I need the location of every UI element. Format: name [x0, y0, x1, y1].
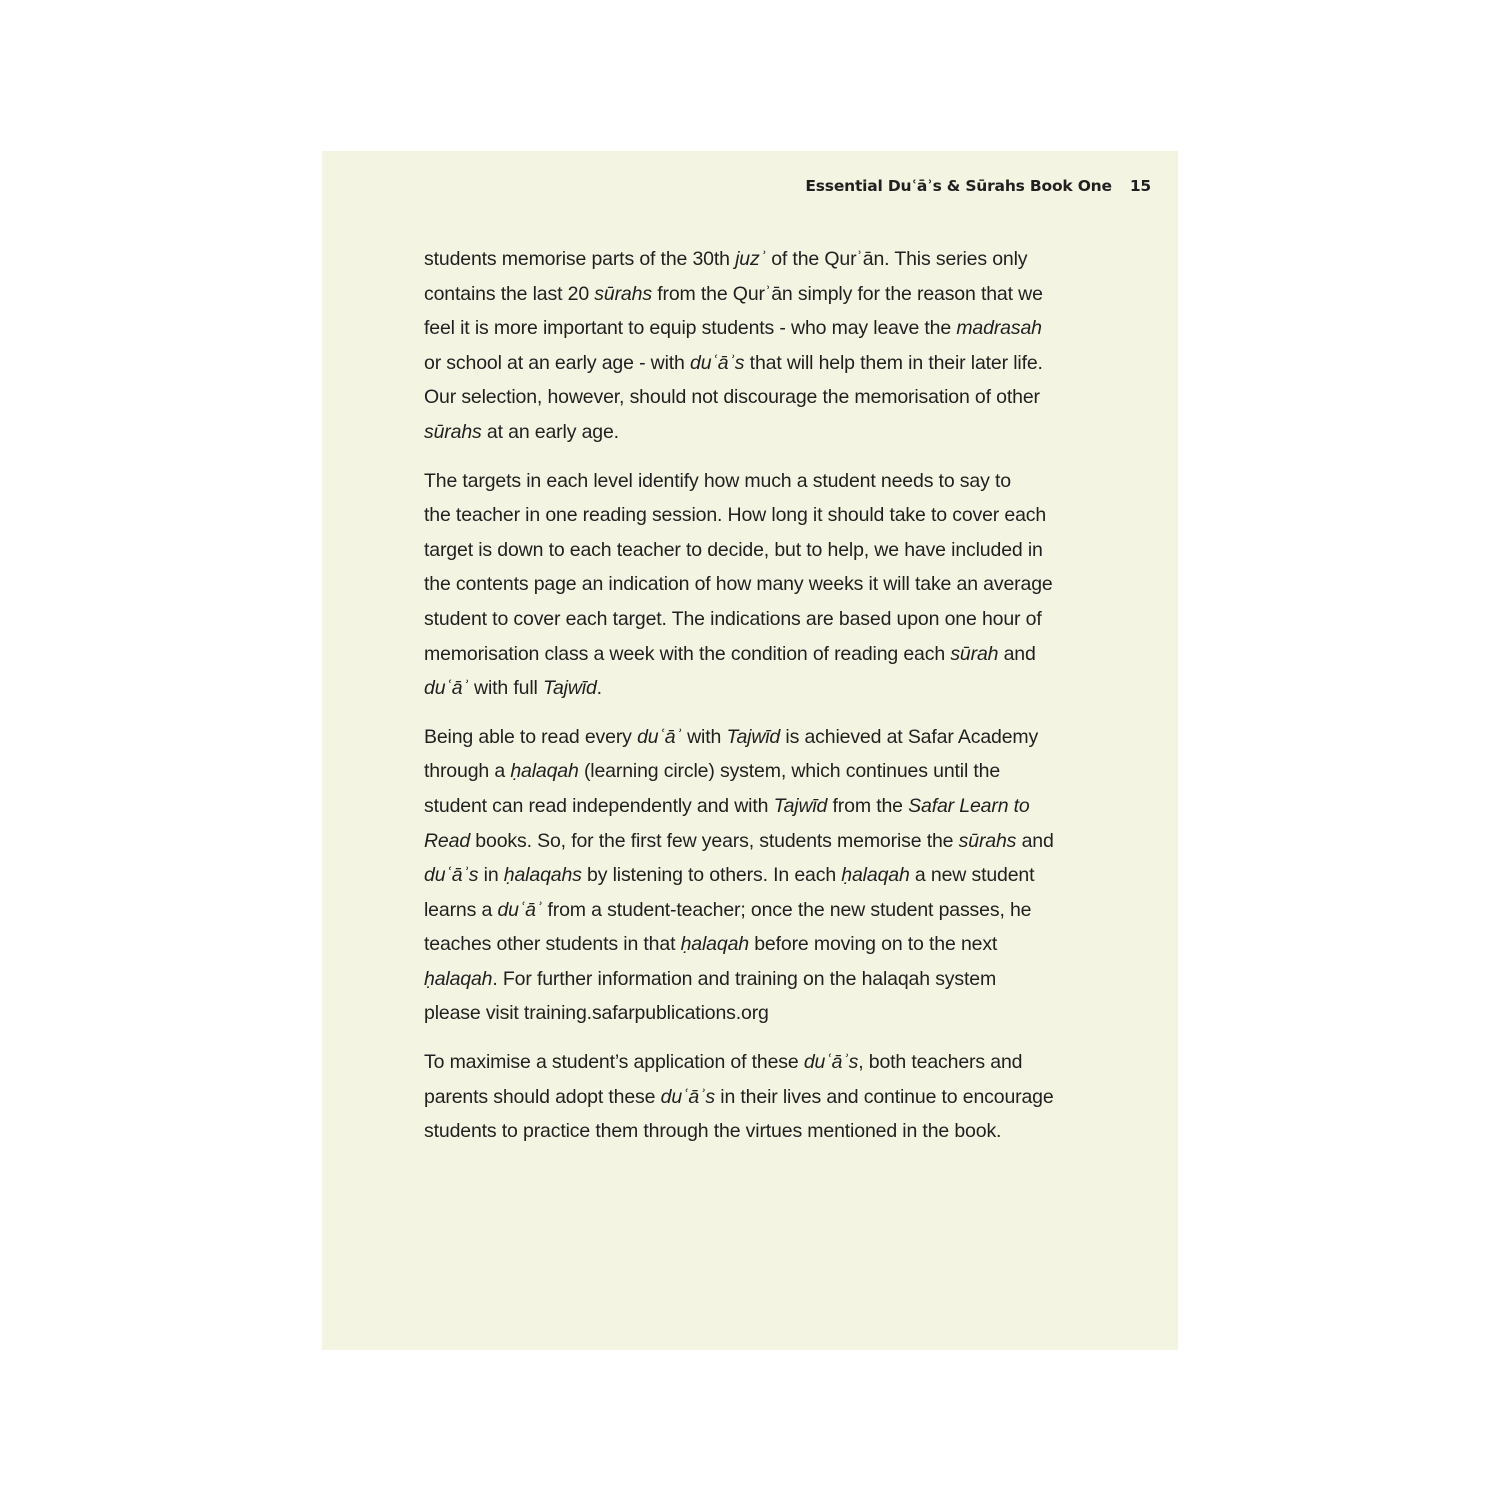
text-run: that will help them in their later life.: [744, 351, 1043, 374]
text-line: [424, 824, 1089, 859]
text-run: from a student-teacher; once the new student passes, he: [542, 898, 1032, 921]
book-title: Essential Duʿāʾs & Sūrahs Book One: [805, 177, 1112, 195]
text-run: .: [596, 677, 602, 700]
italic-term: Tajwīd: [773, 794, 828, 817]
italic-term: ḥalaqah: [424, 967, 493, 990]
text-line: [424, 464, 1089, 499]
text-line: [424, 637, 1089, 672]
text-line: [424, 1114, 1089, 1149]
italic-term: Tajwīd: [726, 725, 781, 748]
italic-term: duʿāʾ: [497, 898, 543, 921]
text-run: from the: [827, 794, 909, 817]
text-run: Being able to read every: [424, 725, 638, 748]
italic-term: sūrahs: [958, 829, 1017, 852]
italic-term: Tajwīd: [543, 677, 597, 700]
paragraph: [424, 464, 1089, 706]
text-run: student to cover each target. The indications are based upon one hour of: [424, 607, 1042, 630]
text-run: teaches other students in that: [424, 933, 681, 956]
text-run: student can read independently and with: [424, 794, 774, 817]
text-run: the teacher in one reading session. How long it should take to cover each: [424, 504, 1047, 527]
italic-term: madrasah: [956, 317, 1042, 340]
text-run: target is down to each teacher to decide, but to help, we have included in: [424, 538, 1043, 561]
text-run: students memorise parts of the 30th: [424, 248, 736, 270]
text-line: [424, 602, 1089, 637]
italic-term: Safar Learn to: [908, 794, 1030, 817]
text-run: before moving on to the next: [748, 933, 998, 956]
italic-term: duʿāʾs: [424, 864, 479, 887]
text-run: and: [1016, 829, 1054, 852]
text-run: by listening to others. In each: [581, 864, 842, 887]
text-run: and: [998, 642, 1036, 665]
italic-term: ḥalaqah: [510, 760, 579, 783]
text-run: of the Qurʾān. This series only: [765, 248, 1028, 270]
text-line: [424, 498, 1089, 533]
italic-term: juzʾ: [735, 248, 766, 270]
text-line: [424, 242, 1089, 277]
paragraph: [424, 1045, 1089, 1149]
text-line: [424, 311, 1089, 346]
text-run: with full: [468, 677, 543, 700]
text-run: memorisation class a week with the condition of reading each: [424, 642, 951, 665]
text-line: [424, 533, 1089, 568]
text-run: from the Qurʾān simply for the reason that we: [651, 282, 1043, 305]
text-run: , both teachers and: [858, 1051, 1023, 1074]
text-run: parents should adopt these: [424, 1085, 661, 1108]
text-line: [424, 858, 1089, 893]
text-line: [424, 567, 1089, 602]
italic-term: duʿāʾ: [637, 725, 682, 748]
text-line: [424, 380, 1089, 415]
text-line: [424, 720, 1089, 755]
text-line: [424, 789, 1089, 824]
paragraph: [424, 242, 1089, 450]
page-number: 15: [1129, 177, 1151, 195]
text-run: at an early age.: [481, 420, 619, 443]
text-run: is achieved at Safar Academy: [780, 725, 1039, 748]
italic-term: duʿāʾs: [690, 351, 745, 374]
text-line: [424, 277, 1089, 312]
italic-term: ḥalaqah: [841, 864, 910, 887]
text-run: (learning circle) system, which continues until the: [578, 760, 1001, 783]
text-run: contains the last 20: [424, 282, 595, 305]
text-run: through a: [424, 760, 511, 783]
italic-term: duʿāʾs: [803, 1051, 859, 1074]
text-line: [424, 962, 1089, 997]
text-line: [424, 996, 1089, 1031]
italic-term: duʿāʾ: [424, 677, 469, 700]
text-line: [424, 671, 1089, 706]
text-line: [424, 754, 1089, 789]
text-line: [424, 415, 1089, 450]
text-run: or school at an early age - with: [424, 351, 691, 374]
text-line: [424, 1045, 1089, 1080]
text-line: [424, 1080, 1089, 1115]
italic-term: Read: [424, 829, 471, 852]
text-run: students to practice them through the virtues mentioned in the book.: [424, 1120, 1002, 1143]
text-run: learns a: [424, 898, 498, 921]
text-run: . For further information and training on the halaqah system: [492, 967, 997, 990]
text-run: please visit training.safarpublications.org: [424, 1002, 769, 1025]
italic-term: sūrah: [950, 642, 999, 665]
book-page: [322, 151, 1178, 1350]
text-line: [424, 893, 1089, 928]
italic-term: duʿāʾs: [660, 1085, 715, 1108]
text-run: feel it is more important to equip students - who may leave the: [424, 317, 957, 340]
text-run: the contents page an indication of how many weeks it will take an average: [424, 573, 1053, 596]
text-run: in their lives and continue to encourage: [715, 1085, 1054, 1108]
paragraph: [424, 720, 1089, 1031]
text-run: a new student: [909, 864, 1035, 887]
italic-term: sūrahs: [594, 282, 652, 305]
running-header: [805, 177, 1151, 195]
text-line: [424, 927, 1089, 962]
text-run: The targets in each level identify how much a student needs to say to: [424, 469, 1011, 492]
text-run: books. So, for the first few years, students memorise the: [470, 829, 959, 852]
italic-term: sūrahs: [424, 420, 482, 443]
text-run: To maximise a student’s application of these: [424, 1051, 804, 1074]
text-run: with: [681, 725, 727, 748]
text-line: [424, 346, 1089, 381]
text-run: Our selection, however, should not discourage the memorisation of other: [424, 386, 1040, 409]
body-text: [424, 242, 1089, 1149]
italic-term: ḥalaqahs: [503, 864, 582, 887]
text-run: in: [478, 864, 504, 887]
italic-term: ḥalaqah: [680, 933, 749, 956]
